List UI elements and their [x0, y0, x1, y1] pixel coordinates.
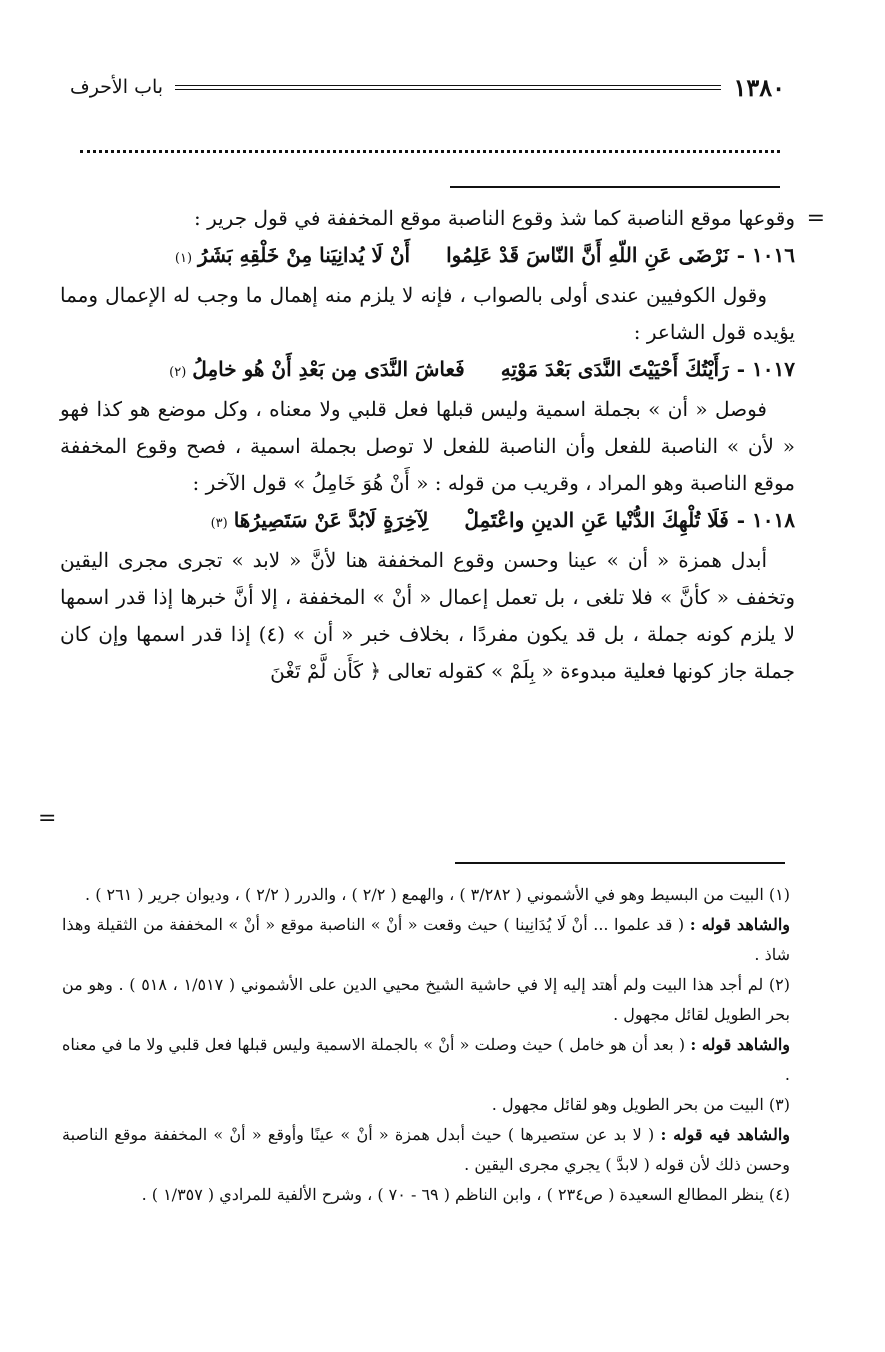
- page-number: ١٣٨٠: [733, 72, 785, 102]
- verse-number: ١٠١٧ -: [736, 357, 795, 381]
- paragraph: أبدل همزة « أن » عينا وحسن وقوع المخففة هنا لأنَّ « لابد » تجرى مجرى اليقين وتخفف « كأنَّ » فلا تلغى ، بل تعمل إعمال « أنْ » المخففة ، إلا أنَّ خبرها إذا قدر اسمها لا يلزم كونه جملة ، بل قد يكون مفردًا ، بخلاف خبر « أن » (٤) إذا قدر اسمها وإن كان جملة جاز كونها فعلية مبدوءة « بِلَمْ » كقوله تعالى ﴿ كَأَن لَّمْ تَغْنَ: [60, 548, 795, 683]
- footnote-rule: [455, 862, 785, 864]
- witness-label: والشاهد فيه قوله :: [660, 1125, 791, 1144]
- footnote: (٢) لم أجد هذا البيت ولم أهتد إليه إلا في حاشية الشيخ محيي الدين على الأشموني ( ١/٥١٧ ، ٥١٨ ) . وهو من بحر الطويل لقائل مجهول .: [62, 975, 791, 1024]
- paragraph: فوصل « أن » بجملة اسمية وليس قبلها فعل قلبي ولا معناه ، وكل موضع هو كذا فهو « لأن » الناصبة للفعل وأن الناصبة للفعل لا توصل بجملة اسمية ، فصح وقوع المخففة موقع الناصبة وهو المراد ، وقريب من قوله : « أَنْ هُوَ خَامِلُ » قول الآخر :: [60, 397, 795, 495]
- footnote: (٣) البيت من بحر الطويل وهو لقائل مجهول .: [491, 1095, 790, 1114]
- verse-hemistich-1: رَأَيْتُكَ أَحْيَيْتَ النَّدَى بَعْدَ مَوْتِهِ: [500, 357, 729, 381]
- verse-1018: [60, 502, 795, 542]
- intro-line: وقوعها موقع الناصبة كما شذ وقوع الناصبة موقع المخففة في قول جرير :: [193, 206, 795, 230]
- verse-hemistich-2: أَنْ لَا يُدانِيَنا مِنْ خَلْقِهِ بَشَرُ: [198, 243, 411, 267]
- footnote-witness: والشاهد قوله : ( بعد أن هو خامل ) حيث وصلت « أنْ » بالجملة الاسمية وليس قبلها فعل قلبي ولا ما في معناه .: [62, 1035, 790, 1084]
- footnote-ref: (٢): [169, 365, 187, 380]
- witness-label: والشاهد قوله :: [690, 1035, 790, 1054]
- verse-hemistich-2: فَعاشَ النَّدَى مِن بَعْدِ أَنْ هُو خامِلُ: [192, 357, 465, 381]
- witness-label: والشاهد قوله :: [689, 915, 790, 934]
- verse-number: ١٠١٨ -: [736, 508, 795, 532]
- section-rule: [450, 186, 780, 188]
- footnotes: [62, 880, 790, 1210]
- footnote-ref: (٣): [210, 516, 228, 531]
- footnote: (١) البيت من البسيط وهو في الأشموني ( ٣/٢٨٢ ) ، والهمع ( ٢/٢ ) ، والدرر ( ٢/٢ ) ، وديوان جرير ( ٢٦١ ) .: [85, 885, 790, 904]
- continuation-mark-start: =: [806, 206, 825, 231]
- footnote-witness: والشاهد قوله : ( قد علموا ... أنْ لَا يُدَانِينا ) حيث وقعت « أنْ » الناصبة موقع « أنْ » المخففة من الثقيلة وهذا شاذ .: [62, 915, 790, 964]
- verse-hemistich-1: نَرْضَى عَنِ اللّهِ أَنَّ النّاسَ قَدْ عَلِمُوا: [446, 243, 729, 267]
- verse-number: ١٠١٦ -: [736, 243, 795, 267]
- main-text: [60, 200, 795, 690]
- verse-1017: [60, 351, 795, 391]
- page-header: [70, 70, 785, 104]
- header-rule: [175, 85, 721, 90]
- footnote-witness: والشاهد فيه قوله : ( لا بد عن ستصيرها ) حيث أبدل همزة « أنْ » عينًا وأوقع « أنْ » المخففة موقع الناصبة وحسن ذلك لأن قوله ( لابدَّ ) يجري مجرى اليقين .: [62, 1125, 791, 1174]
- dotted-separator: [80, 150, 780, 153]
- footnote-ref: (١): [174, 251, 193, 266]
- chapter-title: باب الأحرف: [70, 76, 164, 98]
- footnote: (٤) ينظر المطالع السعيدة ( ص٢٣٤ ) ، وابن الناظم ( ٦٩ - ٧٠ ) ، وشرح الألفية للمرادي ( ١/٣٥٧ ) .: [141, 1185, 790, 1204]
- verse-hemistich-2: لِآخِرَةٍ لَابُدَّ عَنْ سَتَصِيرُهَا: [233, 508, 429, 532]
- verse-1016: [60, 237, 795, 277]
- verse-hemistich-1: فَلَا تُلْهِكَ الدُّنْيا عَنِ الدينِ واعْتَمِلْ: [464, 508, 729, 532]
- paragraph: وقول الكوفيين عندى أولى بالصواب ، فإنه لا يلزم منه إهمال ما وجب له الإعمال ومما يؤيده قول الشاعر :: [60, 283, 795, 344]
- continuation-mark-end: =: [38, 806, 57, 831]
